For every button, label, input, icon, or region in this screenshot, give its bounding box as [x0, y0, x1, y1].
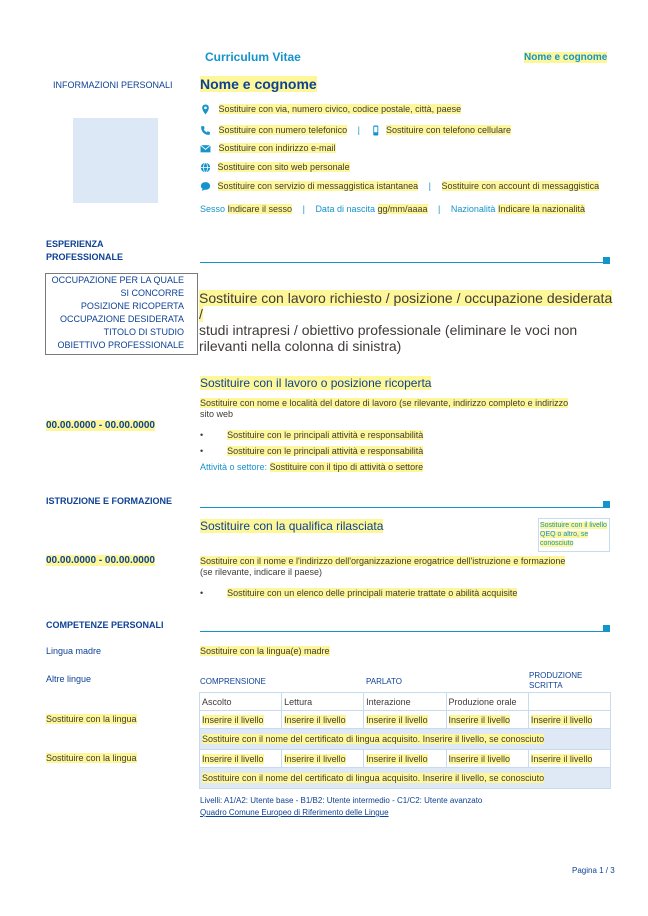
level-value: Inserire il livello	[366, 714, 428, 725]
separator: |	[357, 125, 360, 135]
experience-section-heading	[46, 238, 123, 264]
desired-job-line: rilevanti nella colonna di sinistra)	[199, 338, 402, 354]
table-cell[interactable]	[446, 750, 528, 768]
certificate-value: Sostituire con il nome del certificato di lingua acquisito. Inserire il livello, se conosciuto	[202, 773, 545, 783]
address-value: Sostituire con via, numero civico, codice postale, città, paese	[218, 104, 462, 114]
list-item	[200, 588, 517, 598]
globe-icon	[200, 162, 211, 173]
birth-date-label: Data di nascita	[315, 204, 375, 214]
levels-note: Livelli: A1/A2: Utente base - B1/B2: Utente intermedio - C1/C2: Utente avanzato	[200, 796, 483, 805]
sector-value: Sostituire con il tipo di attività o settore	[269, 462, 424, 472]
sex-value: Indicare il sesso	[227, 204, 293, 214]
mobile-value: Sostituire con telefono cellulare	[385, 125, 512, 135]
website-value: Sostituire con sito web personale	[217, 162, 350, 172]
separator: |	[302, 204, 305, 214]
table-cell: Ascolto	[200, 693, 282, 711]
list-item	[200, 446, 423, 456]
table-cell[interactable]	[446, 711, 528, 729]
level-value: Inserire il livello	[202, 753, 264, 764]
location-pin-icon	[200, 104, 211, 115]
table-cell[interactable]	[282, 711, 364, 729]
comprehension-header: COMPRENSIONE	[200, 677, 266, 686]
language-name: Sostituire con la lingua	[46, 714, 137, 724]
level-value: Inserire il livello	[366, 753, 428, 764]
section-divider-marker	[603, 257, 610, 264]
choice-line: SI CONCORRE	[120, 288, 184, 298]
bullet: •	[200, 588, 204, 598]
bullet: •	[200, 430, 204, 440]
choice-line: OCCUPAZIONE PER LA QUALE	[51, 275, 184, 285]
certificate-value: Sostituire con il nome del certificato di lingua acquisito. Inserire il livello, se conosciuto	[202, 734, 545, 744]
desired-job-text	[199, 290, 614, 354]
mother-tongue-value: Sostituire con la lingua(e) madre	[200, 646, 330, 656]
activity-value: Sostituire con le principali attività e responsabilità	[227, 430, 424, 440]
separator: |	[438, 204, 441, 214]
photo-placeholder[interactable]	[73, 118, 158, 203]
cefr-link[interactable]: Quadro Comune Europeo di Riferimento delle Lingue	[200, 808, 389, 817]
organisation-value: Sostituire con il nome e l'indirizzo dell'organizzazione erogatrice dell'istruzione e formazione	[200, 556, 566, 566]
position-title: Sostituire con il lavoro o posizione ricoperta	[200, 376, 432, 390]
organisation-rest: (se rilevante, indicare il paese)	[200, 567, 323, 577]
birth-date-value: gg/mm/aaaa	[377, 204, 428, 214]
education-dates: 00.00.0000 - 00.00.0000	[46, 555, 155, 566]
level-value: Inserire il livello	[448, 714, 511, 725]
level-value: Inserire il livello	[284, 714, 346, 725]
table-row	[200, 729, 611, 750]
sex-label: Sesso	[200, 204, 226, 214]
table-cell[interactable]	[200, 750, 282, 768]
speaking-header: PARLATO	[366, 677, 403, 686]
education-section-heading: ISTRUZIONE E FORMAZIONE	[46, 496, 172, 506]
employer-rest: sito web	[200, 409, 234, 419]
organisation-text	[200, 556, 612, 578]
subjects-value: Sostituire con un elenco delle principali materie trattate o abilità acquisite	[227, 588, 518, 598]
eqf-level-note: Sostituire con il livello QEQ o altro, se conosciuto	[540, 522, 607, 547]
level-value: Inserire il livello	[448, 753, 511, 764]
bullet: •	[200, 446, 204, 456]
activity-value: Sostituire con le principali attività e responsabilità	[227, 446, 424, 456]
phone-icon	[200, 125, 211, 136]
certificate-cell[interactable]	[200, 768, 611, 789]
email-value: Sostituire con indirizzo e-mail	[218, 143, 336, 153]
cv-title: Curriculum Vitae	[205, 50, 301, 64]
im-service-value: Sostituire con servizio di messaggistica istantanea	[217, 181, 419, 191]
table-cell[interactable]	[364, 711, 446, 729]
choice-line: OCCUPAZIONE DESIDERATA	[59, 314, 184, 324]
personal-details-row	[200, 204, 585, 214]
writing-header: PRODUZIONE SCRITTA	[529, 671, 583, 690]
table-row	[200, 693, 611, 711]
choice-line: TITOLO DI STUDIO	[103, 327, 184, 337]
certificate-cell[interactable]	[200, 729, 611, 750]
table-row	[200, 750, 611, 768]
choice-line: POSIZIONE RICOPERTA	[80, 301, 184, 311]
desired-job-highlight: Sostituire con lavoro richiesto / posizione / occupazione desiderata /	[199, 290, 613, 322]
list-item	[200, 430, 423, 440]
section-divider	[200, 262, 604, 263]
table-cell: Lettura	[282, 693, 364, 711]
table-cell[interactable]	[528, 750, 610, 768]
section-divider-marker	[603, 625, 610, 632]
sector-row: Attività o settore: Sostituire con il tipo di attività o settore	[200, 462, 424, 472]
table-cell: Produzione orale	[446, 693, 528, 711]
language-name: Sostituire con la lingua	[46, 753, 137, 763]
messaging-row	[200, 181, 599, 192]
email-row	[200, 143, 336, 154]
experience-heading-line: PROFESSIONALE	[46, 252, 124, 262]
envelope-icon	[200, 143, 211, 154]
nationality-label: Nazionalità	[450, 204, 496, 214]
separator: |	[428, 181, 431, 191]
skills-section-heading: COMPETENZE PERSONALI	[46, 620, 164, 630]
table-row	[200, 711, 611, 729]
website-row	[200, 162, 350, 173]
table-cell[interactable]	[364, 750, 446, 768]
table-cell	[528, 693, 610, 711]
mobile-phone-icon	[370, 125, 381, 136]
mother-tongue-label: Lingua madre	[46, 646, 102, 656]
table-cell[interactable]	[200, 711, 282, 729]
table-cell[interactable]	[282, 750, 364, 768]
section-divider	[200, 631, 604, 632]
im-account-value: Sostituire con account di messaggistica	[441, 181, 600, 191]
choice-line: OBIETTIVO PROFESSIONALE	[57, 340, 184, 350]
employer-value: Sostituire con nome e località del datore di lavoro (se rilevante, indirizzo completo e indirizzo	[200, 398, 569, 408]
employer-text	[200, 398, 612, 420]
level-value: Inserire il livello	[530, 714, 593, 725]
full-name: Nome e cognome	[200, 76, 317, 92]
nationality-value: Indicare la nazionalità	[497, 204, 586, 214]
section-divider-marker	[603, 501, 610, 508]
desired-job-line: studi intrapresi / obiettivo professionale (eliminare le voci non	[199, 322, 578, 338]
chat-bubble-icon	[200, 181, 211, 192]
table-cell[interactable]	[528, 711, 610, 729]
section-divider	[200, 507, 604, 508]
qualification-title: Sostituire con la qualifica rilasciata	[200, 519, 384, 533]
eqf-level-box[interactable]	[538, 518, 610, 552]
personal-info-label: INFORMAZIONI PERSONALI	[53, 80, 173, 90]
level-value: Inserire il livello	[530, 753, 593, 764]
page-number: Pagina 1 / 3	[572, 866, 615, 875]
role-choice-box[interactable]	[45, 273, 198, 355]
experience-heading-line: ESPERIENZA	[46, 239, 104, 249]
other-languages-label: Altre lingue	[46, 674, 92, 684]
level-value: Inserire il livello	[284, 753, 346, 764]
table-cell: Interazione	[364, 693, 446, 711]
phone-row	[200, 125, 511, 136]
table-row	[200, 768, 611, 789]
sector-label: Attività o settore	[200, 462, 265, 472]
address-row	[200, 104, 461, 115]
header-name: Nome e cognome	[524, 52, 608, 63]
experience-dates: 00.00.0000 - 00.00.0000	[46, 420, 155, 431]
phone-value: Sostituire con numero telefonico	[218, 125, 348, 135]
language-table	[199, 692, 611, 789]
level-value: Inserire il livello	[202, 714, 264, 725]
